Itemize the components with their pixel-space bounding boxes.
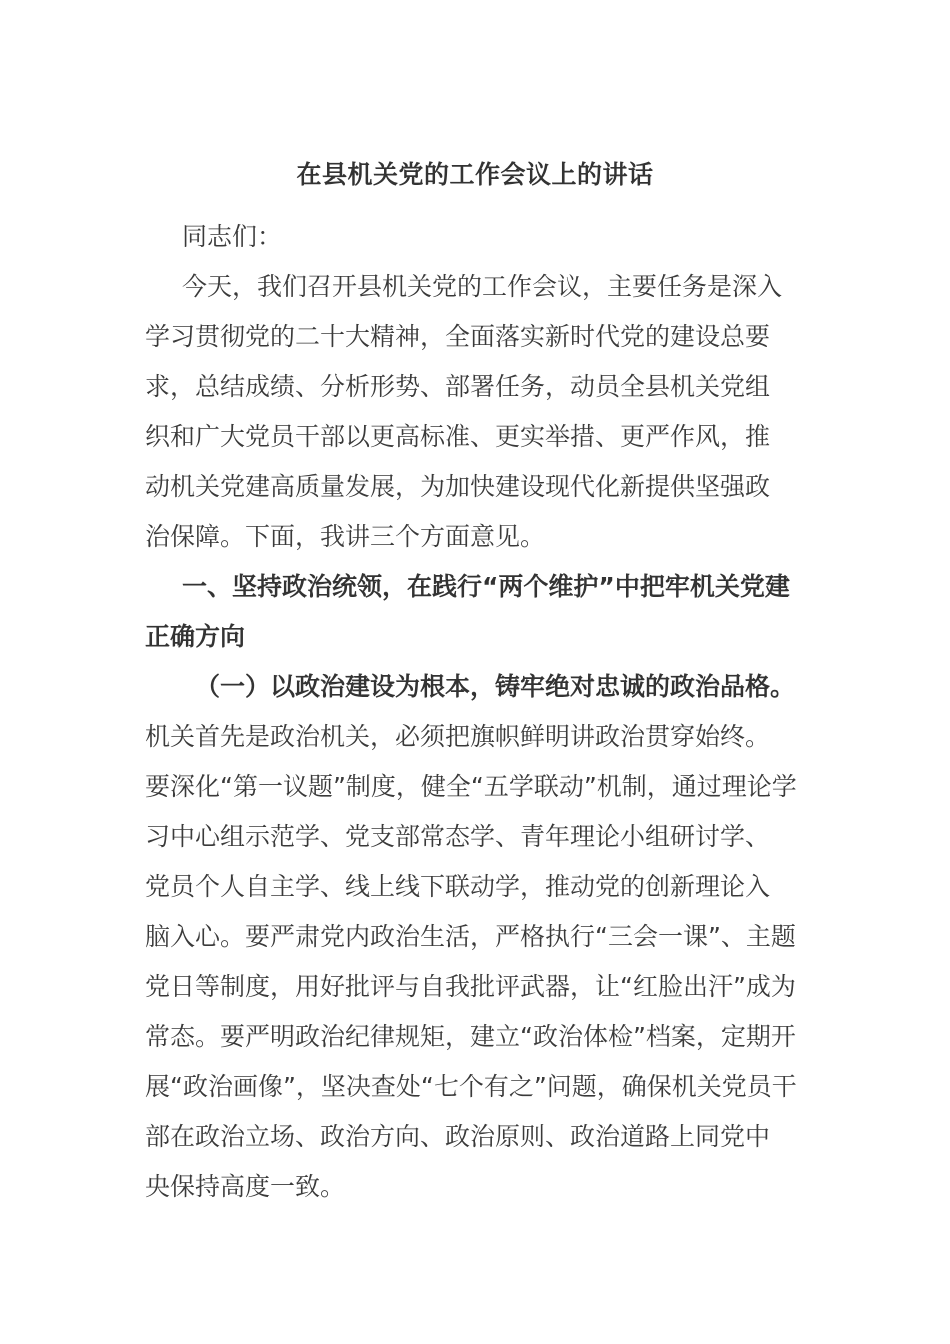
paragraph-line: 展“政治画像”，坚决查处“七个有之”问题，确保机关党员干 bbox=[145, 1072, 797, 1101]
paragraph-line: 部在政治立场、政治方向、政治原则、政治道路上同党中 bbox=[145, 1122, 771, 1151]
paragraph-line: 机关首先是政治机关，必须把旗帜鲜明讲政治贯穿始终。 bbox=[145, 722, 771, 751]
section-heading-line: 一、坚持政治统领，在践行“两个维护”中把牢机关党建 bbox=[182, 572, 790, 601]
paragraph-line: 央保持高度一致。 bbox=[145, 1172, 346, 1201]
paragraph-line: 脑入心。要严肃党内政治生活，严格执行“三会一课”、主题 bbox=[145, 922, 796, 951]
paragraph-line: 常态。要严明政治纪律规矩，建立“政治体检”档案，定期开 bbox=[145, 1022, 796, 1051]
paragraph-line: 党员个人自主学、线上线下联动学，推动党的创新理论入 bbox=[145, 872, 771, 901]
paragraph-line: 今天，我们召开县机关党的工作会议，主要任务是深入 bbox=[182, 272, 783, 301]
paragraph-line: 要深化“第一议题”制度，健全“五学联动”机制，通过理论学 bbox=[145, 772, 797, 801]
salutation: 同志们： bbox=[182, 222, 283, 251]
paragraph-line: 求，总结成绩、分析形势、部署任务，动员全县机关党组 bbox=[145, 372, 771, 401]
paragraph-line: 习中心组示范学、党支部常态学、青年理论小组研讨学、 bbox=[145, 822, 771, 851]
section-heading-line: 正确方向 bbox=[145, 622, 246, 651]
paragraph-line: 动机关党建高质量发展，为加快建设现代化新提供坚强政 bbox=[145, 472, 771, 501]
document-body bbox=[145, 212, 805, 1212]
document-title: 在县机关党的工作会议上的讲话 bbox=[296, 160, 654, 189]
paragraph-line: 党日等制度，用好批评与自我批评武器，让“红脸出汗”成为 bbox=[145, 972, 796, 1001]
subsection-heading-line: （一）以政治建设为根本，铸牢绝对忠诚的政治品格。 bbox=[195, 672, 796, 701]
paragraph-line: 治保障。下面，我讲三个方面意见。 bbox=[145, 522, 546, 551]
paragraph-line: 织和广大党员干部以更高标准、更实举措、更严作风，推 bbox=[145, 422, 771, 451]
paragraph-line: 学习贯彻党的二十大精神，全面落实新时代党的建设总要 bbox=[145, 322, 771, 351]
